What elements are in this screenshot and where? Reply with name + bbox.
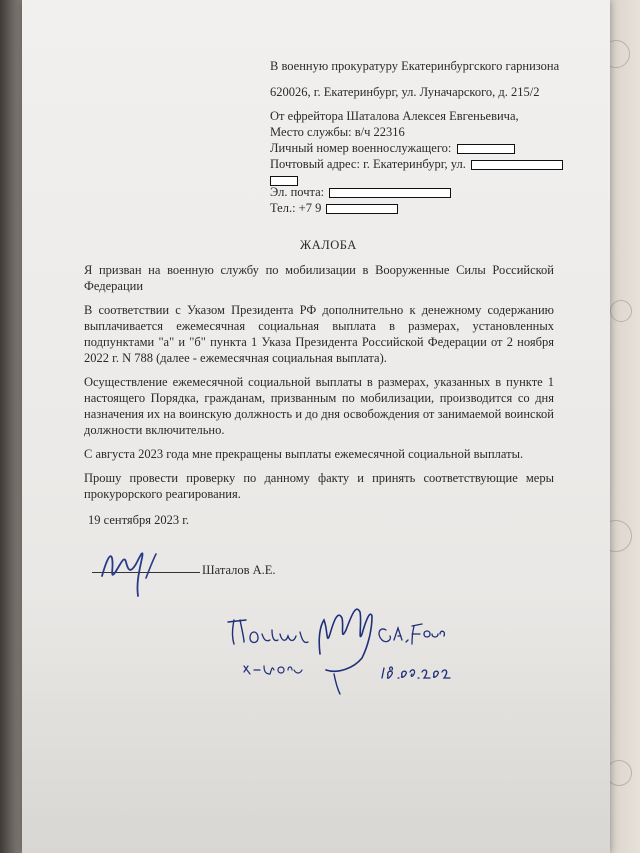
background-left bbox=[0, 0, 24, 853]
paragraph-5: Прошу провести проверку по данному факту и принять соответствующие меры прокурорского реагирования. bbox=[84, 471, 554, 501]
service-place: Место службы: в/ч 22316 bbox=[270, 125, 405, 139]
receiver-signature bbox=[319, 609, 372, 694]
document-sheet bbox=[22, 0, 610, 853]
personal-number-label: Личный номер военнослужащего: bbox=[270, 141, 452, 155]
redaction-phone bbox=[326, 204, 398, 214]
email-line bbox=[270, 184, 451, 200]
received-date bbox=[382, 667, 450, 678]
email-label: Эл. почта: bbox=[270, 185, 325, 199]
receiver-name bbox=[379, 624, 444, 644]
redaction-postal-address bbox=[471, 160, 563, 170]
recipient-address: 620026, г. Екатеринбург, ул. Луначарского, д. 215/2 bbox=[270, 85, 540, 99]
redaction-personal-number bbox=[457, 144, 515, 154]
paragraph-1: Я призван на военную службу по мобилизации в Вооруженные Силы Российской Федерации bbox=[84, 263, 554, 293]
acceptance-note bbox=[228, 620, 308, 644]
author-signature bbox=[96, 538, 186, 600]
recipient-line: В военную прокуратуру Екатеринбургского гарнизона bbox=[270, 59, 560, 73]
position-note bbox=[244, 666, 302, 674]
receipt-handwriting bbox=[222, 590, 452, 700]
document-title: ЖАЛОБА bbox=[300, 238, 357, 252]
document-date: 19 сентября 2023 г. bbox=[88, 513, 190, 527]
postal-address-label: Почтовый адрес: г. Екатеринбург, ул. bbox=[270, 157, 466, 171]
paragraph-3: Осуществление ежемесячной социальной выплаты в размерах, указанных в пункте 1 настоящего Порядка, гражданам, призванным по мобилизации, производится со дня назначения их на воинскую должность и до дня освобождения от занимаемой воинской должности включительно. bbox=[84, 375, 554, 437]
phone-label: Тел.: +7 9 bbox=[270, 201, 322, 215]
sender-line: От ефрейтора Шаталова Алексея Евгеньевича, bbox=[270, 109, 519, 123]
redaction-email bbox=[329, 188, 451, 198]
signer-name: Шаталов А.Е. bbox=[202, 563, 276, 577]
postal-address-line bbox=[270, 156, 563, 172]
paragraph-4: С августа 2023 года мне прекращены выплаты ежемесячной социальной выплаты. bbox=[84, 447, 524, 461]
phone-line bbox=[270, 200, 398, 216]
personal-number-line bbox=[270, 140, 515, 156]
paragraph-2: В соответствии с Указом Президента РФ дополнительно к денежному содержанию выплачивается ежемесячная социальная выплата в размерах, установленных подпунктами "а" и "б" пункта 1 Указа Президента Российской Федерации от 2 ноября 2022 г. N 788 (далее - ежемесячная социальная выплата). bbox=[84, 303, 554, 365]
